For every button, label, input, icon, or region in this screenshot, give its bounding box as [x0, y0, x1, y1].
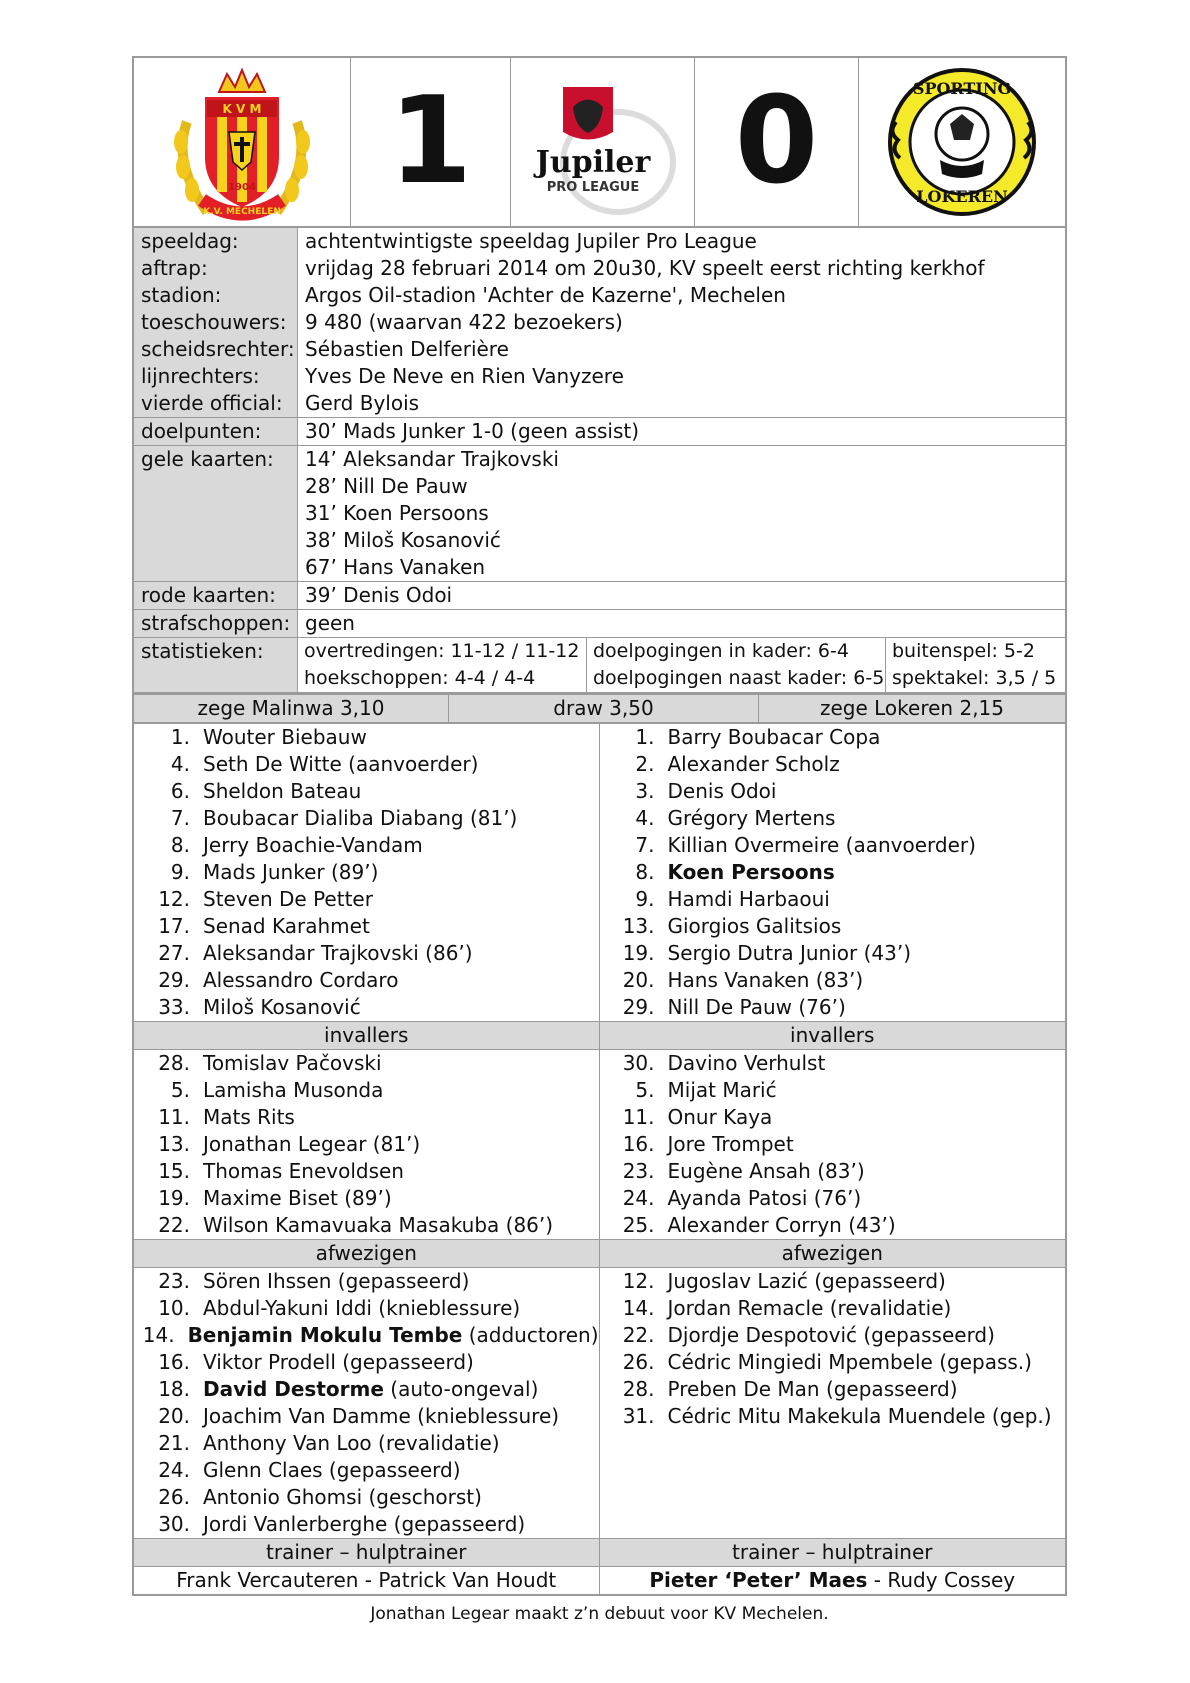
- player-name: Denis Odoi: [667, 779, 777, 803]
- player-number: 16.: [158, 1350, 190, 1374]
- player-row: [134, 994, 599, 1021]
- absent-header: [134, 1239, 1065, 1268]
- player-row: [134, 940, 599, 967]
- player-number: 20.: [622, 968, 655, 992]
- player-number: 28.: [622, 1377, 655, 1401]
- player-row: [600, 724, 1066, 751]
- away-absent: [600, 1268, 1066, 1538]
- player-number: 29.: [622, 995, 655, 1019]
- player-row: [134, 751, 599, 778]
- player-row: [134, 967, 599, 994]
- player-number: 12.: [622, 1269, 655, 1293]
- label-speeldag: speeldag:: [141, 229, 239, 253]
- player-number: 4.: [170, 752, 190, 776]
- player-row: [134, 1349, 599, 1376]
- player-number: 26.: [158, 1485, 190, 1509]
- jupiler-pro-league-logo: [511, 58, 695, 226]
- player-number: 7.: [635, 833, 655, 857]
- player-number: 25.: [622, 1213, 655, 1237]
- player-name: Koen Persoons: [667, 860, 835, 884]
- player-number: 11.: [622, 1105, 655, 1129]
- label-gele-kaarten: gele kaarten:: [141, 447, 274, 471]
- stats-col-shots: [587, 638, 886, 692]
- player-row: [600, 1295, 1066, 1322]
- player-row: [134, 1185, 599, 1212]
- player-row: [134, 859, 599, 886]
- player-name: Davino Verhulst: [667, 1051, 826, 1075]
- player-row: [134, 1457, 599, 1484]
- score-header: [132, 56, 1067, 228]
- label-doelpunten: doelpunten:: [141, 419, 262, 443]
- player-number: 22.: [158, 1213, 190, 1237]
- player-row: [600, 1212, 1066, 1239]
- info-group-general: [134, 228, 1065, 417]
- player-row: [134, 832, 599, 859]
- player-number: 19.: [158, 1186, 190, 1210]
- player-row: [134, 805, 599, 832]
- player-row: [600, 1376, 1066, 1403]
- label-lijnrechters: lijnrechters:: [141, 364, 260, 388]
- away-head-coach: Pieter ‘Peter’ Maes: [649, 1568, 868, 1592]
- player-row: [134, 724, 599, 751]
- player-name: Giorgios Galitsios: [667, 914, 842, 938]
- yellow-card-entry: 14’ Aleksandar Trajkovski: [305, 447, 559, 471]
- away-assistant-coach: - Rudy Cossey: [867, 1568, 1016, 1592]
- label-statistieken: statistieken:: [141, 639, 264, 663]
- player-name: Alexander Corryn (43’): [667, 1213, 896, 1237]
- sporting-lokeren-logo: [859, 58, 1065, 226]
- player-row: [134, 1322, 599, 1349]
- yellow-card-entry: 28’ Nill De Pauw: [305, 474, 468, 498]
- player-number: 3.: [635, 779, 655, 803]
- player-number: 2.: [635, 752, 655, 776]
- svg-text:K V M: K V M: [222, 102, 262, 116]
- trainers-row: [134, 1567, 1065, 1594]
- player-number: 8.: [170, 833, 190, 857]
- stat-hoekschoppen: hoekschoppen: 4-4 / 4-4: [304, 667, 536, 689]
- home-score: 1: [388, 72, 473, 211]
- stat-doelpogingen-naast: doelpogingen naast kader: 6-5: [593, 667, 885, 689]
- info-row-yellow-cards: [134, 445, 1065, 581]
- sporting-lokeren-crest-icon: [882, 62, 1042, 222]
- player-number: 1.: [635, 725, 655, 749]
- player-name: Joachim Van Damme (knieblessure): [203, 1404, 560, 1428]
- svg-text:1904: 1904: [228, 182, 256, 193]
- player-name: Anthony Van Loo (revalidatie): [203, 1431, 500, 1455]
- player-name: Jore Trompet: [667, 1132, 794, 1156]
- player-name: Barry Boubacar Copa: [667, 725, 881, 749]
- stat-doelpogingen-kader: doelpogingen in kader: 6-4: [593, 640, 849, 662]
- player-number: 17.: [158, 914, 190, 938]
- label-scheidsrechter: scheidsrechter:: [141, 337, 295, 361]
- away-absent-heading: afwezigen: [781, 1241, 883, 1265]
- home-subs: [134, 1050, 600, 1239]
- player-row: [134, 1158, 599, 1185]
- player-number: 21.: [158, 1431, 190, 1455]
- player-row: [600, 913, 1066, 940]
- away-starters: [600, 724, 1066, 1021]
- player-name: Mats Rits: [203, 1105, 295, 1129]
- player-number: 15.: [158, 1159, 190, 1183]
- player-number: 28.: [158, 1051, 190, 1075]
- player-name: Lamisha Musonda: [203, 1078, 384, 1102]
- value-rode-kaarten: 39’ Denis Odoi: [305, 583, 453, 607]
- label-rode-kaarten: rode kaarten:: [141, 583, 276, 607]
- value-stadion: Argos Oil-stadion 'Achter de Kazerne', Mechelen: [305, 283, 786, 307]
- player-row: [600, 1349, 1066, 1376]
- player-row: [600, 1158, 1066, 1185]
- player-number: 14.: [142, 1323, 175, 1347]
- stats-col-other: [886, 638, 1065, 692]
- value-vierde-official: Gerd Bylois: [305, 391, 420, 415]
- player-name: Viktor Prodell (gepasseerd): [203, 1350, 474, 1374]
- player-row: [600, 1185, 1066, 1212]
- svg-text:K.V. MECHELEN: K.V. MECHELEN: [203, 207, 281, 217]
- player-row: [600, 778, 1066, 805]
- stats-col-fouls: [298, 638, 587, 692]
- label-stadion: stadion:: [141, 283, 222, 307]
- svg-text:PRO LEAGUE: PRO LEAGUE: [546, 180, 639, 195]
- player-number: 27.: [158, 941, 190, 965]
- player-number: 12.: [158, 887, 190, 911]
- match-info-table: [132, 228, 1067, 694]
- starters: [134, 724, 1065, 1021]
- player-name: Onur Kaya: [667, 1105, 773, 1129]
- player-name: Antonio Ghomsi (geschorst): [203, 1485, 482, 1509]
- player-number: 6.: [170, 779, 190, 803]
- player-row: [600, 1403, 1066, 1430]
- player-name: David Destorme (auto-ongeval): [203, 1377, 539, 1401]
- player-name: Senad Karahmet: [203, 914, 370, 938]
- player-name: Killian Overmeire (aanvoerder): [667, 833, 976, 857]
- player-name: Hamdi Harbaoui: [667, 887, 830, 911]
- substitutes: [134, 1050, 1065, 1239]
- player-number: 33.: [158, 995, 190, 1019]
- svg-text:LOKEREN: LOKEREN: [916, 187, 1008, 206]
- player-name: Sheldon Bateau: [203, 779, 362, 803]
- player-number: 9.: [635, 887, 655, 911]
- player-name: Eugène Ansah (83’): [667, 1159, 865, 1183]
- player-row: [134, 778, 599, 805]
- player-row: [134, 1403, 599, 1430]
- player-number: 7.: [170, 806, 190, 830]
- player-number: 13.: [158, 1132, 190, 1156]
- player-row: [134, 1268, 599, 1295]
- jupiler-league-logo-icon: [523, 67, 683, 217]
- player-name: Alexander Scholz: [667, 752, 840, 776]
- player-number: 30.: [158, 1512, 190, 1536]
- player-row: [600, 940, 1066, 967]
- player-number: 5.: [170, 1078, 190, 1102]
- away-trainers: [600, 1567, 1066, 1594]
- player-number: 11.: [158, 1105, 190, 1129]
- player-name: Nill De Pauw (76’): [667, 995, 846, 1019]
- player-number: 29.: [158, 968, 190, 992]
- lineups: [132, 724, 1067, 1596]
- player-row: [600, 1050, 1066, 1077]
- svg-text:SPORTING: SPORTING: [912, 79, 1012, 98]
- kv-mechelen-crest-icon: [167, 62, 317, 222]
- player-number: 22.: [622, 1323, 655, 1347]
- player-number: 4.: [635, 806, 655, 830]
- player-name: Preben De Man (gepasseerd): [667, 1377, 958, 1401]
- value-scheidsrechter: Sébastien Delferière: [305, 337, 509, 361]
- player-row: [134, 1484, 599, 1511]
- odds-home: zege Malinwa 3,10: [134, 695, 449, 722]
- player-name: Cédric Mingiedi Mpembele (gepass.): [667, 1350, 1032, 1374]
- player-name: Jordi Vanlerberghe (gepasseerd): [203, 1512, 526, 1536]
- player-number: 19.: [622, 941, 655, 965]
- svg-text:Jupiler: Jupiler: [535, 145, 650, 180]
- subs-header: [134, 1021, 1065, 1050]
- player-number: 10.: [158, 1296, 190, 1320]
- player-row: [600, 1077, 1066, 1104]
- player-name: Tomislav Pačovski: [203, 1051, 382, 1075]
- player-row: [600, 886, 1066, 913]
- player-number: 23.: [622, 1159, 655, 1183]
- player-row: [134, 886, 599, 913]
- player-number: 5.: [635, 1078, 655, 1102]
- player-row: [134, 1077, 599, 1104]
- player-row: [134, 1131, 599, 1158]
- player-number: 31.: [622, 1404, 655, 1428]
- player-name: Sergio Dutra Junior (43’): [667, 941, 912, 965]
- player-name: Mads Junker (89’): [203, 860, 379, 884]
- player-number: 1.: [170, 725, 190, 749]
- info-row-statistics: [134, 637, 1065, 692]
- player-name: Boubacar Dialiba Diabang (81’): [203, 806, 518, 830]
- player-row: [134, 1050, 599, 1077]
- info-row-red-cards: [134, 581, 1065, 609]
- label-strafschoppen: strafschoppen:: [141, 611, 291, 635]
- player-row: [600, 805, 1066, 832]
- player-name: Glenn Claes (gepasseerd): [203, 1458, 461, 1482]
- player-row: [600, 967, 1066, 994]
- value-lijnrechters: Yves De Neve en Rien Vanyzere: [305, 364, 624, 388]
- odds-draw: draw 3,50: [449, 695, 759, 722]
- value-speeldag: achtentwintigste speeldag Jupiler Pro League: [305, 229, 757, 253]
- player-number: 24.: [622, 1186, 655, 1210]
- player-number: 24.: [158, 1458, 190, 1482]
- kv-mechelen-logo: [134, 58, 351, 226]
- player-name: Ayanda Patosi (76’): [667, 1186, 862, 1210]
- player-row: [600, 1322, 1066, 1349]
- player-row: [134, 1295, 599, 1322]
- player-row: [134, 1376, 599, 1403]
- player-number: 13.: [622, 914, 655, 938]
- label-vierde-official: vierde official:: [141, 391, 283, 415]
- away-score: 0: [734, 72, 819, 211]
- player-name: Alessandro Cordaro: [203, 968, 399, 992]
- player-row: [600, 832, 1066, 859]
- player-number: 18.: [158, 1377, 190, 1401]
- away-trainers-heading: trainer – hulptrainer: [732, 1540, 933, 1564]
- player-name: Miloš Kosanović: [203, 995, 361, 1019]
- player-name: Grégory Mertens: [667, 806, 836, 830]
- player-row: [134, 1104, 599, 1131]
- player-row: [134, 913, 599, 940]
- player-name: Jordan Remacle (revalidatie): [667, 1296, 952, 1320]
- home-absent-heading: afwezigen: [134, 1240, 600, 1267]
- player-row: [600, 859, 1066, 886]
- footnote: Jonathan Legear maakt z’n debuut voor KV Mechelen.: [370, 1604, 829, 1624]
- stat-buitenspel: buitenspel: 5-2: [892, 640, 1035, 662]
- player-name: Cédric Mitu Makekula Muendele (gep.): [667, 1404, 1052, 1428]
- yellow-card-entry: 38’ Miloš Kosanović: [305, 528, 501, 552]
- value-doelpunten: 30’ Mads Junker 1-0 (geen assist): [305, 419, 640, 443]
- player-number: 14.: [622, 1296, 655, 1320]
- trainers-header: [134, 1538, 1065, 1567]
- player-row: [600, 1104, 1066, 1131]
- info-row-penalties: [134, 609, 1065, 637]
- betting-odds: [132, 694, 1067, 724]
- home-subs-heading: invallers: [134, 1022, 600, 1049]
- player-name: Djordje Despotović (gepasseerd): [667, 1323, 995, 1347]
- label-aftrap: aftrap:: [141, 256, 208, 280]
- stat-spektakel: spektakel: 3,5 / 5: [892, 667, 1057, 689]
- player-name: Maxime Biset (89’): [203, 1186, 392, 1210]
- player-row: [134, 1511, 599, 1538]
- yellow-card-entry: 67’ Hans Vanaken: [305, 555, 486, 579]
- player-row: [134, 1212, 599, 1239]
- player-name: Wilson Kamavuaka Masakuba (86’): [203, 1213, 554, 1237]
- player-number: 16.: [622, 1132, 655, 1156]
- player-name: Jonathan Legear (81’): [203, 1132, 421, 1156]
- value-strafschoppen: geen: [305, 611, 355, 635]
- player-name: Aleksandar Trajkovski (86’): [203, 941, 473, 965]
- home-absent: [134, 1268, 600, 1538]
- stat-overtredingen: overtredingen: 11-12 / 11-12: [304, 640, 580, 662]
- home-starters: [134, 724, 600, 1021]
- player-number: 20.: [158, 1404, 190, 1428]
- player-number: 9.: [170, 860, 190, 884]
- away-subs: [600, 1050, 1066, 1239]
- player-row: [134, 1430, 599, 1457]
- player-name: Wouter Biebauw: [203, 725, 367, 749]
- player-row: [600, 751, 1066, 778]
- player-name: Jugoslav Lazić (gepasseerd): [667, 1269, 946, 1293]
- player-row: [600, 1131, 1066, 1158]
- value-aftrap: vrijdag 28 februari 2014 om 20u30, KV speelt eerst richting kerkhof: [305, 256, 985, 280]
- player-number: 30.: [622, 1051, 655, 1075]
- player-row: [600, 1268, 1066, 1295]
- player-number: 8.: [635, 860, 655, 884]
- away-subs-heading: invallers: [790, 1023, 875, 1047]
- player-name: Mijat Marić: [667, 1078, 777, 1102]
- player-name: Abdul-Yakuni Iddi (knieblessure): [203, 1296, 521, 1320]
- odds-away: zege Lokeren 2,15: [819, 696, 1004, 720]
- player-name: Jerry Boachie-Vandam: [203, 833, 423, 857]
- home-trainers: Frank Vercauteren - Patrick Van Houdt: [134, 1567, 600, 1594]
- player-name: Thomas Enevoldsen: [203, 1159, 404, 1183]
- player-name: Seth De Witte (aanvoerder): [203, 752, 479, 776]
- player-number: 23.: [158, 1269, 190, 1293]
- yellow-card-entry: 31’ Koen Persoons: [305, 501, 489, 525]
- player-name: Steven De Petter: [203, 887, 373, 911]
- label-toeschouwers: toeschouwers:: [141, 310, 287, 334]
- player-name: Hans Vanaken (83’): [667, 968, 864, 992]
- match-sheet: [132, 56, 1067, 1624]
- home-trainers-heading: trainer – hulptrainer: [134, 1539, 600, 1566]
- player-row: [600, 994, 1066, 1021]
- info-row-goals: [134, 417, 1065, 445]
- player-number: 26.: [622, 1350, 655, 1374]
- player-name: Benjamin Mokulu Tembe (adductoren): [187, 1323, 599, 1347]
- player-name: Sören Ihssen (gepasseerd): [203, 1269, 470, 1293]
- absentees: [134, 1268, 1065, 1538]
- value-toeschouwers: 9 480 (waarvan 422 bezoekers): [305, 310, 623, 334]
